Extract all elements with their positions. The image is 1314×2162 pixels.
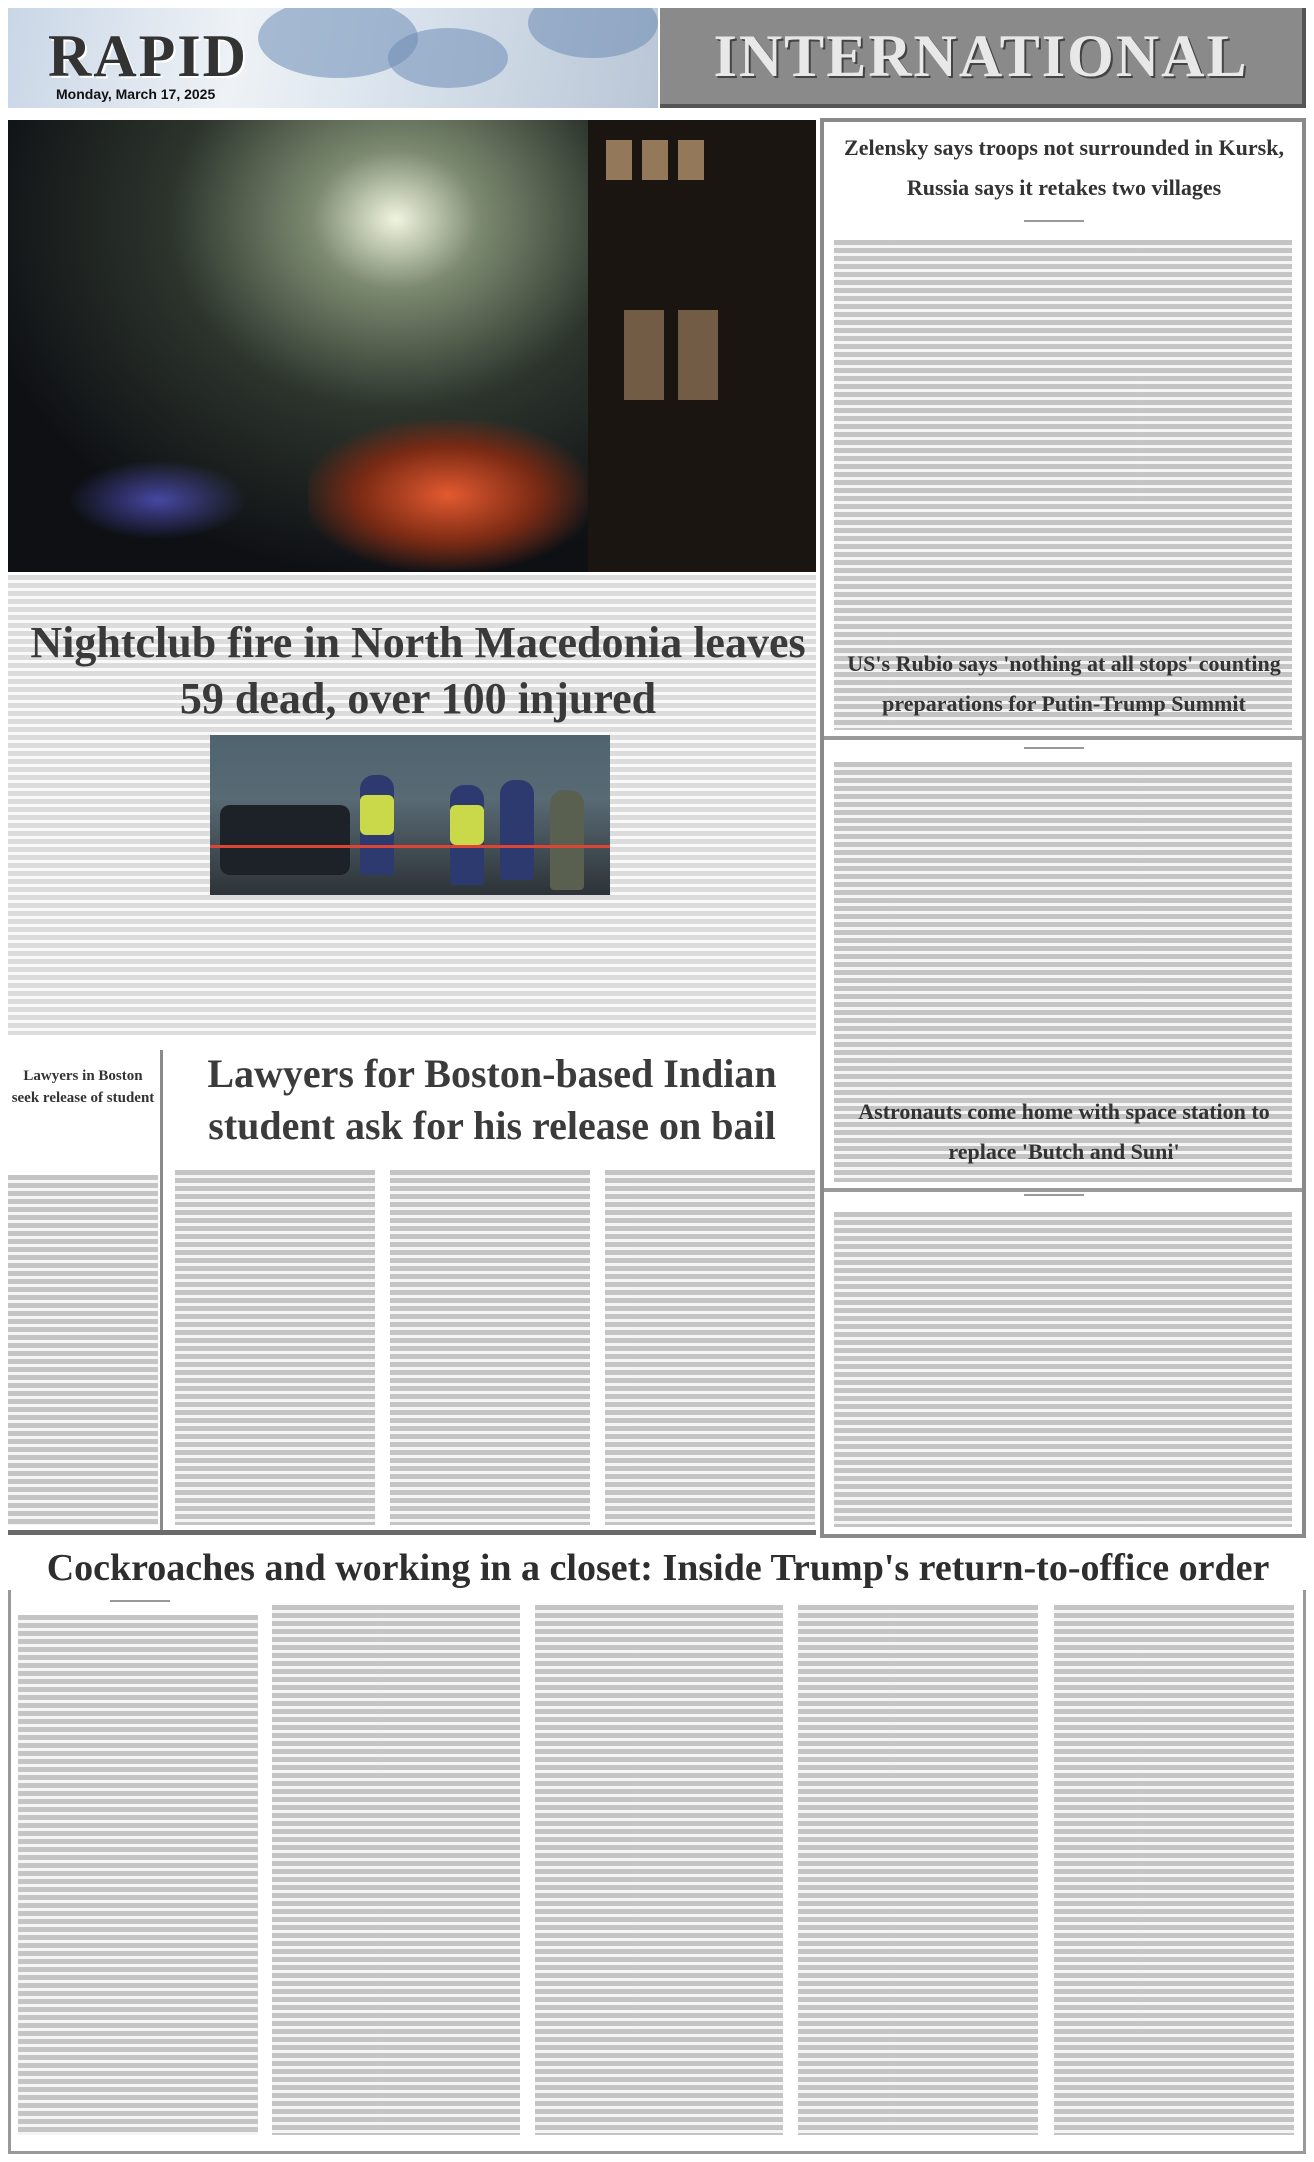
second-story-headline[interactable]: Lawyers for Boston-based Indian student ask for his release on bail [207,1051,777,1148]
story-column [18,1615,258,2135]
lead-headline[interactable]: Nightclub fire in North Macedonia leaves 59 dead, over 100 injured [30,618,806,723]
section-banner [660,8,1306,108]
issue-date: Monday, March 17, 2025 [56,86,216,102]
section-title: INTERNATIONAL [713,22,1249,89]
story-column [1054,1605,1294,2135]
story-headline-zelensky[interactable]: Zelensky says troops not surrounded in Kursk, Russia says it retakes two villages [844,135,1284,200]
story-headline-rubio[interactable]: US's Rubio says 'nothing at all stops' counting preparations for Putin-Trump Summit [847,651,1281,716]
story-column [535,1605,783,2135]
section-rule [8,1530,816,1535]
masthead [8,8,1306,108]
sidebar-teaser[interactable]: Lawyers in Boston seek release of student [11,1068,155,1106]
masthead-banner [8,8,658,108]
story-column [272,1605,520,2135]
lead-photo [8,120,816,572]
story-column [605,1170,815,1525]
story-headline-astronauts[interactable]: Astronauts come home with space station to replace 'Butch and Suni' [858,1099,1270,1164]
story-column [175,1170,375,1525]
police-photo [210,735,610,895]
lead-story [8,575,816,1045]
bottom-story-headline[interactable]: Cockroaches and working in a closet: Inside Trump's return-to-office order [46,1547,1270,1589]
story-column [798,1605,1038,2135]
right-column [820,118,1306,1538]
headline-rule [110,1600,170,1602]
sidebar-body [8,1175,158,1525]
column-divider [160,1050,163,1530]
brand-logo: RAPID [48,23,248,89]
story-body [834,1212,1292,1527]
story-column [390,1170,590,1525]
